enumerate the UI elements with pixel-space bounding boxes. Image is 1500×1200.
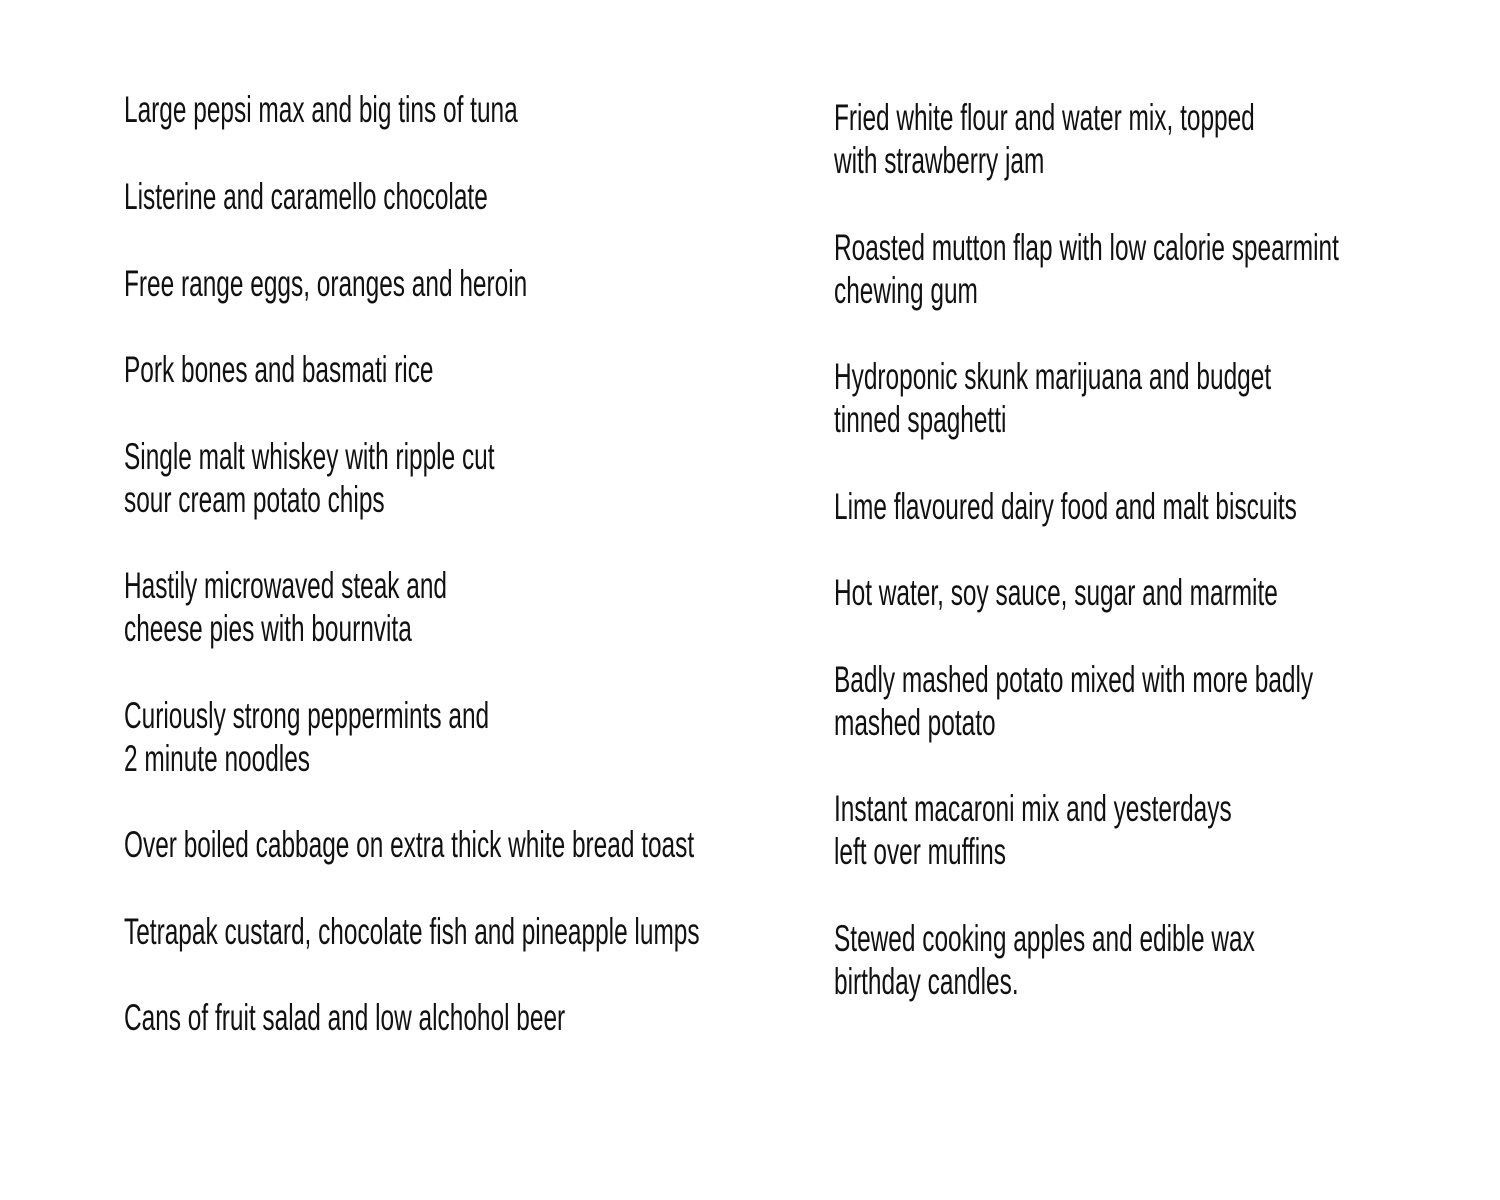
food-list-item — [834, 355, 1271, 441]
food-list-item-line: Large pepsi max and big tins of tuna — [124, 89, 518, 130]
food-list-item-line: Single malt whiskey with ripple cut — [124, 436, 495, 477]
food-list-item-line: Lime flavoured dairy food and malt biscuits — [834, 486, 1297, 527]
food-list-item — [124, 175, 488, 218]
food-list-item-line: Badly mashed potato mixed with more badly — [834, 659, 1314, 700]
food-list-item — [124, 88, 518, 131]
food-list-item — [124, 823, 694, 866]
food-list-item-line: mashed potato — [834, 702, 996, 743]
food-list-item-line: Stewed cooking apples and edible wax — [834, 918, 1255, 959]
food-list-item-line: Roasted mutton flap with low calorie spearmint — [834, 227, 1339, 268]
food-list-item — [834, 658, 1313, 744]
food-list-item — [124, 348, 433, 391]
food-list-item — [834, 485, 1297, 528]
food-list-item-line: Pork bones and basmati rice — [124, 349, 434, 390]
food-list-item-line: Curiously strong peppermints and — [124, 695, 490, 736]
food-list-item — [834, 917, 1255, 1003]
food-list-item — [124, 694, 489, 780]
food-list-item — [834, 787, 1232, 873]
food-list-item — [124, 564, 447, 650]
food-list-item-line: Hydroponic skunk marijuana and budget — [834, 356, 1272, 397]
food-list-item — [124, 262, 527, 305]
food-list-item-line: Instant macaroni mix and yesterdays — [834, 788, 1232, 829]
food-list-item — [124, 435, 495, 521]
food-list-item-line: birthday candles. — [834, 961, 1019, 1002]
food-list-item-line: 2 minute noodles — [124, 738, 310, 779]
food-list-item-line: Cans of fruit salad and low alchohol beer — [124, 997, 566, 1038]
food-list-item-line: with strawberry jam — [834, 140, 1045, 181]
food-list-item — [124, 996, 565, 1039]
food-list-item-line: Hot water, soy sauce, sugar and marmite — [834, 572, 1278, 613]
food-list-item — [124, 910, 700, 953]
food-list-item — [834, 226, 1339, 312]
food-list-item — [834, 96, 1255, 182]
food-list-item-line: Fried white flour and water mix, topped — [834, 97, 1255, 138]
food-list-item-line: Tetrapak custard, chocolate fish and pineapple lumps — [124, 911, 700, 952]
food-list-item-line: tinned spaghetti — [834, 399, 1007, 440]
food-list-item-line: left over muffins — [834, 831, 1006, 872]
food-list-item-line: Hastily microwaved steak and — [124, 565, 448, 606]
food-list-item-line: Over boiled cabbage on extra thick white bread toast — [124, 824, 695, 865]
food-list-item-line: sour cream potato chips — [124, 479, 385, 520]
food-list-item-line: chewing gum — [834, 270, 978, 311]
food-list-item-line: cheese pies with bournvita — [124, 608, 412, 649]
food-list-item — [834, 571, 1278, 614]
food-list-item-line: Free range eggs, oranges and heroin — [124, 263, 528, 304]
food-list-item-line: Listerine and caramello chocolate — [124, 176, 488, 217]
